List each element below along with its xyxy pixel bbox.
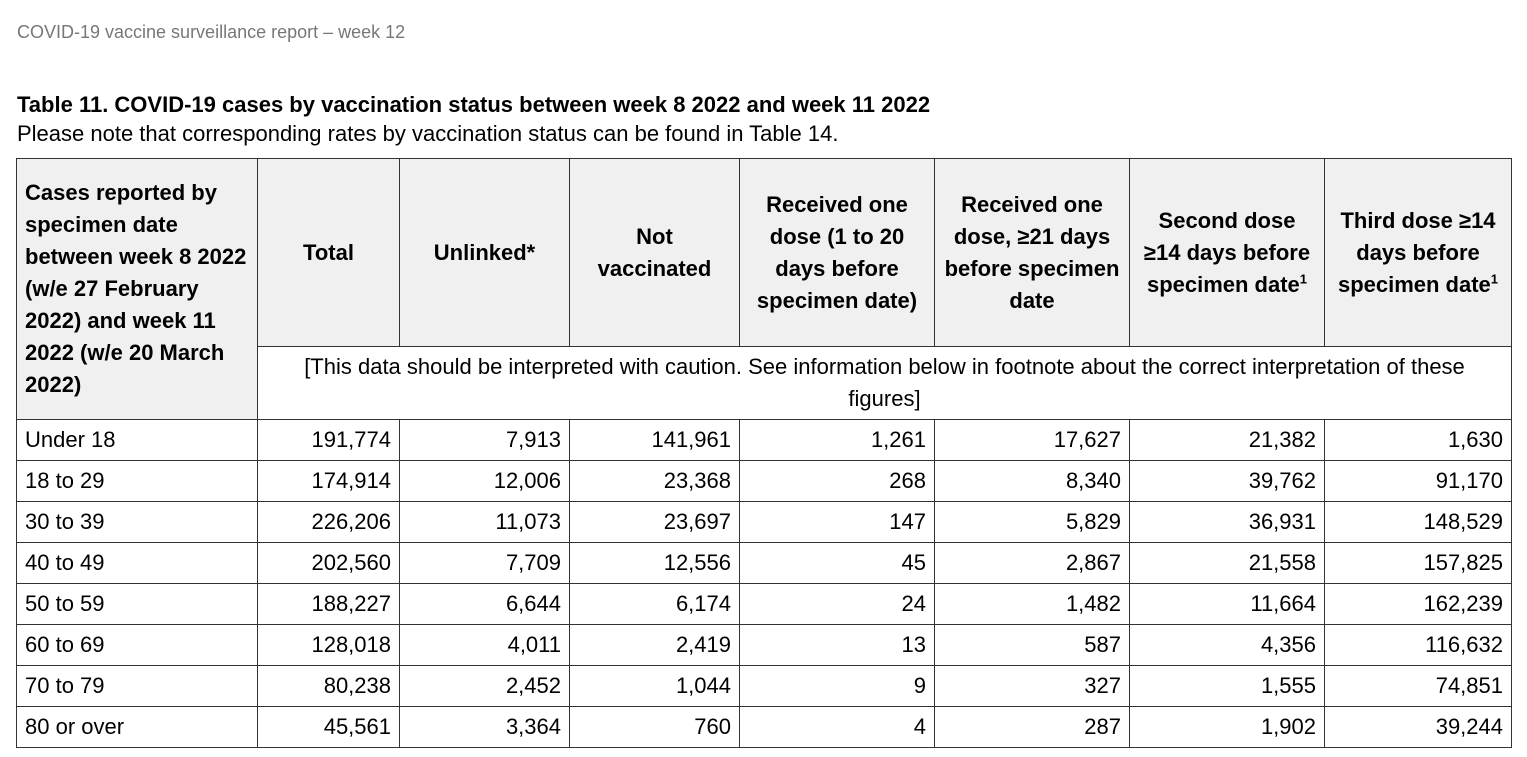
cell-age-group: 30 to 39 <box>17 502 258 543</box>
cell-total: 174,914 <box>258 461 400 502</box>
table-row <box>17 420 1512 461</box>
cell-one-dose-1-20: 45 <box>740 543 935 584</box>
header-cases-reported: Cases reported by specimen date between week 8 2022 (w/e 27 February 2022) and week 11 2022 (w/e 20 March 2022) <box>17 159 258 420</box>
header-second-dose-label: Second dose ≥14 days before specimen date <box>1143 207 1311 297</box>
cell-one-dose-21: 327 <box>935 666 1130 707</box>
cell-unlinked: 7,913 <box>400 420 570 461</box>
cell-one-dose-1-20: 9 <box>740 666 935 707</box>
cell-one-dose-21: 8,340 <box>935 461 1130 502</box>
cell-unlinked: 4,011 <box>400 625 570 666</box>
table-row <box>17 543 1512 584</box>
cell-one-dose-21: 5,829 <box>935 502 1130 543</box>
table-row <box>17 584 1512 625</box>
cell-age-group: 60 to 69 <box>17 625 258 666</box>
header-one-dose-1-20: Received one dose (1 to 20 days before specimen date) <box>740 159 935 347</box>
cell-one-dose-1-20: 268 <box>740 461 935 502</box>
cell-unlinked: 11,073 <box>400 502 570 543</box>
header-second-dose <box>1130 159 1325 347</box>
cell-total: 45,561 <box>258 707 400 748</box>
cell-age-group: 40 to 49 <box>17 543 258 584</box>
cell-one-dose-21: 17,627 <box>935 420 1130 461</box>
table-row <box>17 707 1512 748</box>
cell-one-dose-1-20: 1,261 <box>740 420 935 461</box>
cell-total: 80,238 <box>258 666 400 707</box>
header-unlinked: Unlinked* <box>400 159 570 347</box>
cell-unlinked: 12,006 <box>400 461 570 502</box>
cell-age-group: 18 to 29 <box>17 461 258 502</box>
cell-third-dose: 91,170 <box>1325 461 1512 502</box>
cell-age-group: Under 18 <box>17 420 258 461</box>
cell-second-dose: 36,931 <box>1130 502 1325 543</box>
cell-unlinked: 3,364 <box>400 707 570 748</box>
cell-second-dose: 39,762 <box>1130 461 1325 502</box>
cell-not-vaccinated: 23,697 <box>570 502 740 543</box>
table-row <box>17 502 1512 543</box>
cell-third-dose: 148,529 <box>1325 502 1512 543</box>
header-third-dose-label: Third dose ≥14 days before specimen date <box>1337 207 1496 297</box>
table-title: Table 11. COVID-19 cases by vaccination status between week 8 2022 and week 11 2022 <box>17 92 931 117</box>
table-row <box>17 461 1512 502</box>
table-row <box>17 625 1512 666</box>
cell-third-dose: 157,825 <box>1325 543 1512 584</box>
cell-one-dose-21: 2,867 <box>935 543 1130 584</box>
table-body <box>17 420 1512 748</box>
cell-total: 202,560 <box>258 543 400 584</box>
cell-third-dose: 162,239 <box>1325 584 1512 625</box>
cell-second-dose: 1,555 <box>1130 666 1325 707</box>
header-one-dose-21: Received one dose, ≥21 days before specimen date <box>935 159 1130 347</box>
cell-age-group: 80 or over <box>17 707 258 748</box>
cell-not-vaccinated: 2,419 <box>570 625 740 666</box>
cell-third-dose: 39,244 <box>1325 707 1512 748</box>
running-header: COVID-19 vaccine surveillance report – week 12 <box>17 22 406 42</box>
cell-one-dose-1-20: 147 <box>740 502 935 543</box>
cell-one-dose-1-20: 24 <box>740 584 935 625</box>
cell-one-dose-21: 587 <box>935 625 1130 666</box>
caution-note: [This data should be interpreted with caution. See information below in footnote about the correct interpretation of these figures] <box>258 347 1512 420</box>
header-total: Total <box>258 159 400 347</box>
cell-total: 188,227 <box>258 584 400 625</box>
cell-not-vaccinated: 12,556 <box>570 543 740 584</box>
table-row <box>17 666 1512 707</box>
table-note: Please note that corresponding rates by vaccination status can be found in Table 14. <box>17 121 839 146</box>
cell-total: 226,206 <box>258 502 400 543</box>
cell-unlinked: 7,709 <box>400 543 570 584</box>
footnote-marker: 1 <box>1299 271 1308 287</box>
cell-second-dose: 21,382 <box>1130 420 1325 461</box>
cell-total: 191,774 <box>258 420 400 461</box>
cell-one-dose-1-20: 4 <box>740 707 935 748</box>
cases-by-vaccination-table <box>16 158 1512 748</box>
cell-third-dose: 74,851 <box>1325 666 1512 707</box>
header-third-dose <box>1325 159 1512 347</box>
cell-not-vaccinated: 1,044 <box>570 666 740 707</box>
cell-unlinked: 6,644 <box>400 584 570 625</box>
cell-second-dose: 21,558 <box>1130 543 1325 584</box>
footnote-marker: 1 <box>1490 271 1499 287</box>
cell-unlinked: 2,452 <box>400 666 570 707</box>
cell-total: 128,018 <box>258 625 400 666</box>
cell-one-dose-21: 287 <box>935 707 1130 748</box>
cell-age-group: 50 to 59 <box>17 584 258 625</box>
header-not-vaccinated: Not vaccinated <box>570 159 740 347</box>
cell-not-vaccinated: 760 <box>570 707 740 748</box>
cell-one-dose-21: 1,482 <box>935 584 1130 625</box>
cell-age-group: 70 to 79 <box>17 666 258 707</box>
cell-third-dose: 116,632 <box>1325 625 1512 666</box>
cell-second-dose: 4,356 <box>1130 625 1325 666</box>
cell-second-dose: 1,902 <box>1130 707 1325 748</box>
cell-one-dose-1-20: 13 <box>740 625 935 666</box>
cell-second-dose: 11,664 <box>1130 584 1325 625</box>
cell-third-dose: 1,630 <box>1325 420 1512 461</box>
cell-not-vaccinated: 141,961 <box>570 420 740 461</box>
cell-not-vaccinated: 6,174 <box>570 584 740 625</box>
cell-not-vaccinated: 23,368 <box>570 461 740 502</box>
